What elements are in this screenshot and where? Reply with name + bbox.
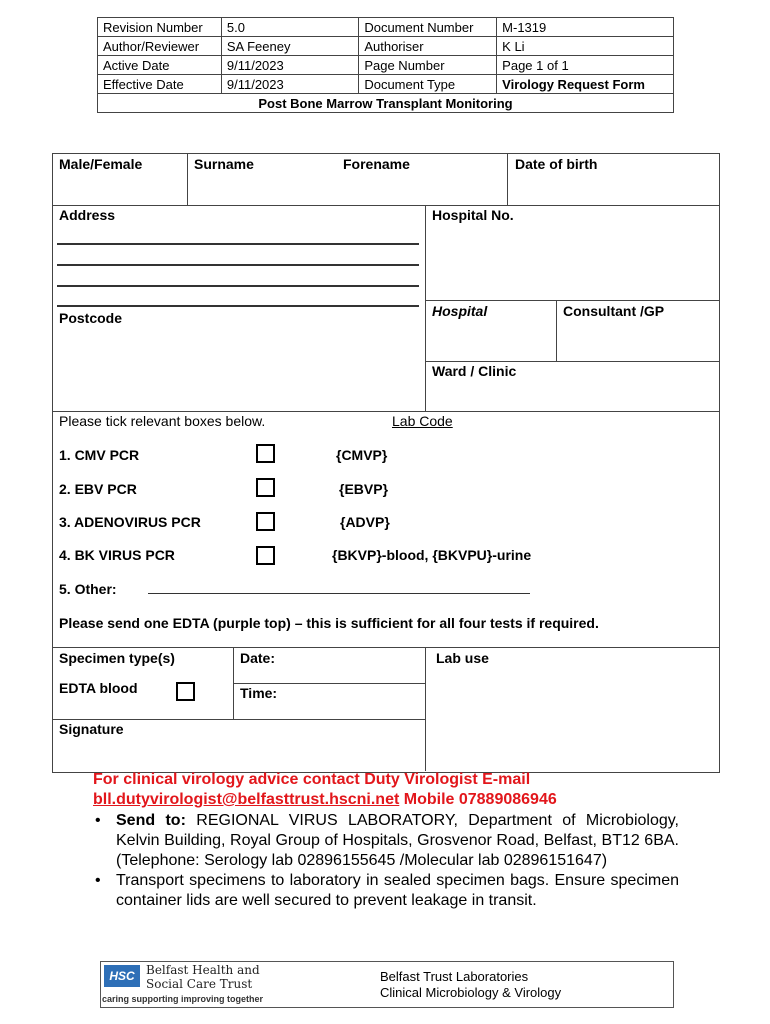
divider <box>52 205 719 206</box>
send-to-address: REGIONAL VIRUS LABORATORY, Department of Microbiology, Kelvin Building, Royal Group of Hospitals, Grosvenor Road, Belfast, BT12 6BA. (Telephone: Serology lab 02896155645 /Molecular lab 02896151647) <box>116 812 679 869</box>
tick-instruction: Please tick relevant boxes below. <box>59 413 266 429</box>
header-label: Author/Reviewer <box>98 37 222 56</box>
sex-field[interactable]: Male/Female <box>59 156 143 172</box>
header-row <box>98 18 674 37</box>
test-name: 3. ADENOVIRUS PCR <box>59 514 201 530</box>
divider <box>425 205 426 412</box>
logo-tagline: caring supporting improving together <box>102 994 264 1004</box>
logo-line: Belfast Health and <box>146 963 260 977</box>
postcode-field[interactable]: Postcode <box>59 310 123 326</box>
divider <box>52 411 719 412</box>
header-label: Authoriser <box>359 37 497 56</box>
lab-use-label: Lab use <box>436 650 489 666</box>
dob-field[interactable]: Date of birth <box>515 156 598 172</box>
test-name: 2. EBV PCR <box>59 481 137 497</box>
divider <box>425 647 426 771</box>
header-label: Effective Date <box>98 75 222 94</box>
divider <box>425 361 719 362</box>
other-test-line[interactable] <box>148 593 530 594</box>
notes-section <box>93 770 679 911</box>
signature-field[interactable]: Signature <box>59 721 124 737</box>
advice-text: For clinical virology advice contact Duty Virologist E-mail <box>93 771 531 788</box>
header-row <box>98 37 674 56</box>
divider <box>52 719 425 720</box>
consultant-field[interactable]: Consultant /GP <box>563 303 665 319</box>
date-field[interactable]: Date: <box>240 650 276 666</box>
bullet-icon: • <box>95 812 101 829</box>
footer-text <box>380 969 561 1001</box>
hsc-logo-icon: HSC <box>104 965 140 987</box>
divider <box>187 153 188 205</box>
edta-note: Please send one EDTA (purple top) – this is sufficient for all four tests if required. <box>59 615 599 631</box>
request-form-box <box>52 153 720 773</box>
specimen-type-label: Specimen type(s) <box>59 650 175 666</box>
footer-line: Belfast Trust Laboratories <box>380 969 529 984</box>
document-control-table <box>97 17 674 113</box>
header-label: Page Number <box>359 56 497 75</box>
address-line[interactable] <box>57 264 419 266</box>
adenovirus-checkbox[interactable] <box>256 512 275 531</box>
header-label: Document Type <box>359 75 497 94</box>
header-label: Document Number <box>359 18 497 37</box>
cmv-checkbox[interactable] <box>256 444 275 463</box>
header-value: K Li <box>497 37 674 56</box>
lab-code: {CMVP} <box>336 447 388 463</box>
mobile-number: Mobile 07889086946 <box>403 791 557 808</box>
time-field[interactable]: Time: <box>240 685 278 701</box>
header-value: Page 1 of 1 <box>497 56 674 75</box>
lab-code: {EBVP} <box>339 481 389 497</box>
send-to-label: Send to: <box>116 812 186 829</box>
transport-instruction: Transport specimens to laboratory in sealed specimen bags. Ensure specimen container lids are well secured to prevent leakage in transit. <box>116 872 679 909</box>
hospital-no-field[interactable]: Hospital No. <box>432 207 514 223</box>
header-row <box>98 75 674 94</box>
test-name: 1. CMV PCR <box>59 447 140 463</box>
test-name: 4. BK VIRUS PCR <box>59 547 175 563</box>
header-title-row <box>98 94 674 113</box>
ward-field[interactable]: Ward / Clinic <box>432 363 517 379</box>
trust-logo <box>102 963 264 1005</box>
divider <box>233 683 425 684</box>
divider <box>52 647 719 648</box>
divider <box>507 153 508 205</box>
lab-code: {ADVP} <box>340 514 390 530</box>
logo-line: Social Care Trust <box>146 977 253 991</box>
lab-code-header: Lab Code <box>392 413 453 429</box>
address-line[interactable] <box>57 243 419 245</box>
divider <box>556 300 557 361</box>
edta-blood-checkbox[interactable] <box>176 682 195 701</box>
header-value: 5.0 <box>221 18 358 37</box>
address-line[interactable] <box>57 305 419 307</box>
surname-field[interactable]: Surname <box>194 156 254 172</box>
ebv-checkbox[interactable] <box>256 478 275 497</box>
list-item <box>93 811 679 871</box>
forename-field[interactable]: Forename <box>343 156 410 172</box>
virologist-email-link[interactable]: bll.dutyvirologist@belfasttrust.hscni.net <box>93 791 400 808</box>
hospital-field[interactable]: Hospital <box>432 303 488 319</box>
divider <box>425 300 719 301</box>
form-title: Post Bone Marrow Transplant Monitoring <box>98 94 674 113</box>
header-value: 9/11/2023 <box>221 75 358 94</box>
header-row <box>98 56 674 75</box>
list-item <box>93 871 679 911</box>
address-field[interactable]: Address <box>59 207 116 223</box>
address-line[interactable] <box>57 285 419 287</box>
document-type-value: Virology Request Form <box>497 75 674 94</box>
header-label: Active Date <box>98 56 222 75</box>
lab-code: {BKVP}-blood, {BKVPU}-urine <box>332 547 532 563</box>
bullet-icon: • <box>95 872 101 889</box>
header-label: Revision Number <box>98 18 222 37</box>
other-test-label: 5. Other: <box>59 581 117 597</box>
footer-line: Clinical Microbiology & Virology <box>380 985 562 1000</box>
bk-virus-checkbox[interactable] <box>256 546 275 565</box>
edta-blood-label: EDTA blood <box>59 680 138 696</box>
header-value: 9/11/2023 <box>221 56 358 75</box>
header-value: SA Feeney <box>221 37 358 56</box>
header-value: M-1319 <box>497 18 674 37</box>
